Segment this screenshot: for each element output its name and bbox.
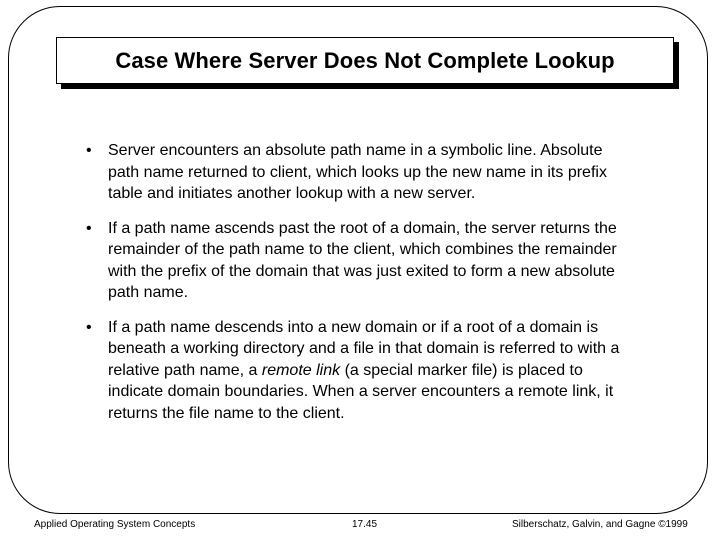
- footer-book-title: Applied Operating System Concepts: [34, 519, 196, 530]
- slide-title: Case Where Server Does Not Complete Lookup: [115, 47, 615, 73]
- bullet-dot-icon: •: [86, 142, 92, 159]
- bullet-text-3: [108, 319, 619, 422]
- bullet-list: [86, 140, 626, 437]
- bullet-dot-icon: •: [86, 318, 92, 336]
- bullet-dot-icon: •: [86, 219, 92, 237]
- bullet-item-2: [86, 218, 626, 304]
- footer-page-number: 17.45: [352, 519, 378, 530]
- remote-link-term: remote link: [261, 361, 341, 379]
- bullet-text-3-before: If a path name descends into a new domain or if a root of a domain is beneath a working directory and a file in that domain is referred to with a relative path name, a: [108, 318, 620, 379]
- bullet-text-1: Server encounters an absolute path name in a symbolic line. Absolute path name returned to client, which looks up the new name in its prefix table and initiates another lookup with a new server.: [108, 142, 607, 202]
- bullet-text-2: If a path name ascends past the root of a domain, the server returns the remainder of the path name to the client, which combines the remainder with the prefix of the domain that was just exited to form a new absolute path name.: [108, 219, 617, 301]
- footer-copyright: Silberschatz, Galvin, and Gagne ©1999: [512, 519, 688, 530]
- bullet-item-1: [86, 140, 626, 205]
- bullet-text-3-after: (a special marker file) is placed to indicate domain boundaries. When a server encounters a remote link, it returns the file name to the client.: [108, 361, 614, 422]
- title-box: [56, 37, 674, 84]
- bullet-item-3: [86, 317, 626, 425]
